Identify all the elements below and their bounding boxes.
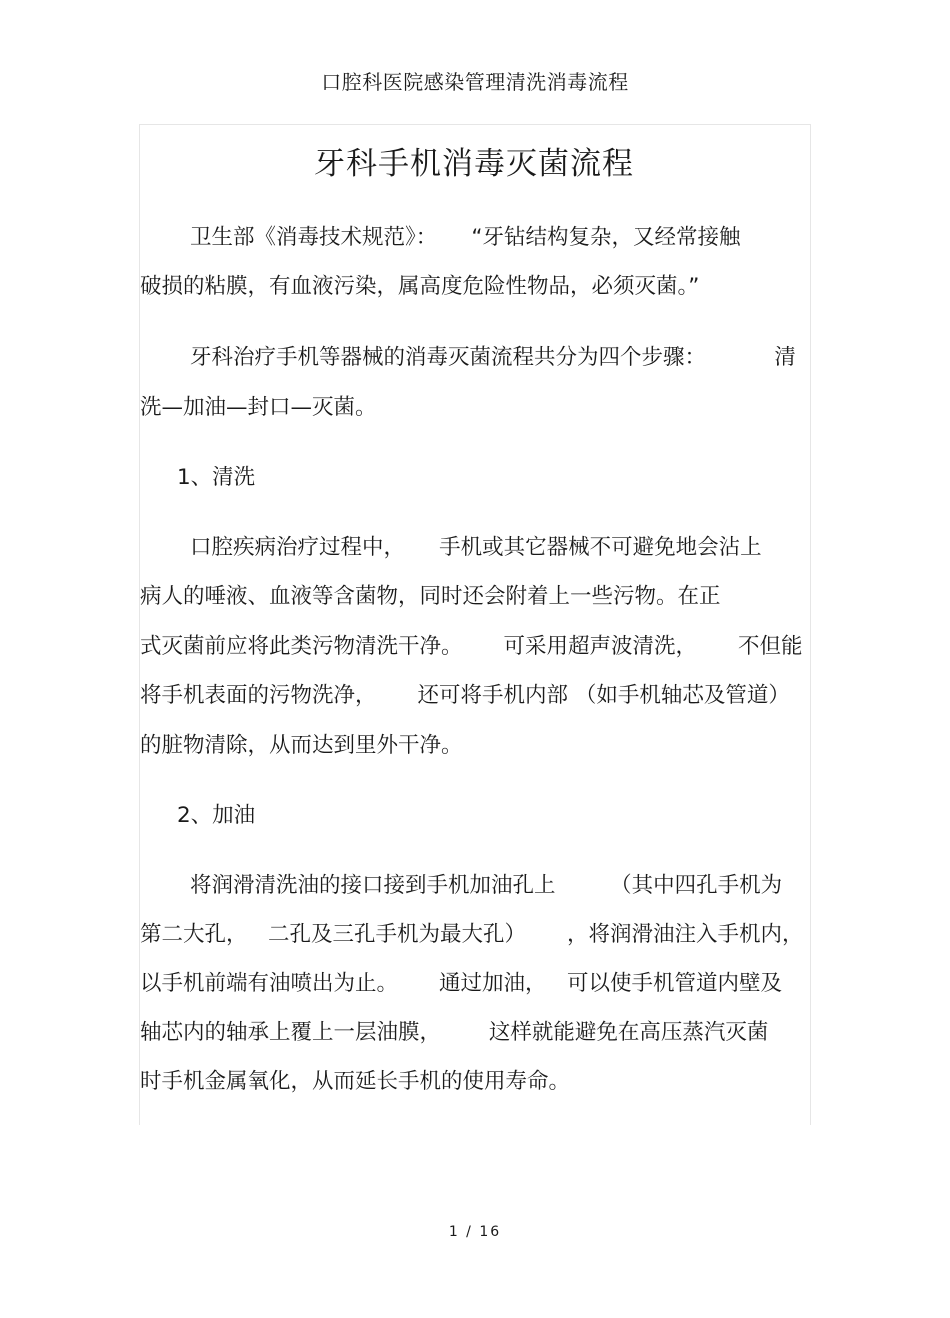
paragraph-line: 牙科治疗手机等器械的消毒灭菌流程共分为四个步骤： 清: [190, 345, 796, 370]
section-heading: 2、加油: [177, 803, 256, 828]
paragraph-line: 轴芯内的轴承上覆上一层油膜， 这样就能避免在高压蒸汽灭菌: [140, 1020, 769, 1045]
document-title: 牙科手机消毒灭菌流程: [314, 146, 634, 182]
page-header: 口腔科医院感染管理清洗消毒流程: [321, 70, 629, 94]
paragraph-line: 洗—加油—封口—灭菌。: [140, 395, 377, 420]
paragraph-line: 的脏物清除，从而达到里外干净。: [140, 733, 463, 758]
paragraph-line: 破损的粘膜，有血液污染，属高度危险性物品，必须灭菌。”: [140, 274, 700, 299]
paragraph-line: 时手机金属氧化，从而延长手机的使用寿命。: [140, 1069, 571, 1094]
paragraph-line: 式灭菌前应将此类污物清洗干净。 可采用超声波清洗， 不但能: [140, 634, 803, 659]
section-heading: 1、清洗: [177, 465, 256, 490]
paragraph-line: 口腔疾病治疗过程中， 手机或其它器械不可避免地会沾上: [190, 535, 762, 560]
paragraph-line: 卫生部《消毒技术规范》： “牙钻结构复杂，又经常接触: [190, 225, 741, 250]
paragraph-line: 以手机前端有油喷出为止。 通过加油， 可以使手机管道内壁及: [140, 971, 783, 996]
paragraph-line: 将手机表面的污物洗净， 还可将手机内部 （如手机轴芯及管道）: [140, 683, 790, 708]
paragraph-line: 将润滑清洗油的接口接到手机加油孔上 （其中四孔手机为: [190, 873, 783, 898]
paragraph-line: 第二大孔， 二孔及三孔手机为最大孔） ，将润滑油注入手机内，: [140, 922, 804, 947]
page-number: 1 / 16: [448, 1224, 502, 1240]
paragraph-line: 病人的唾液、血液等含菌物，同时还会附着上一些污物。在正: [140, 584, 721, 609]
